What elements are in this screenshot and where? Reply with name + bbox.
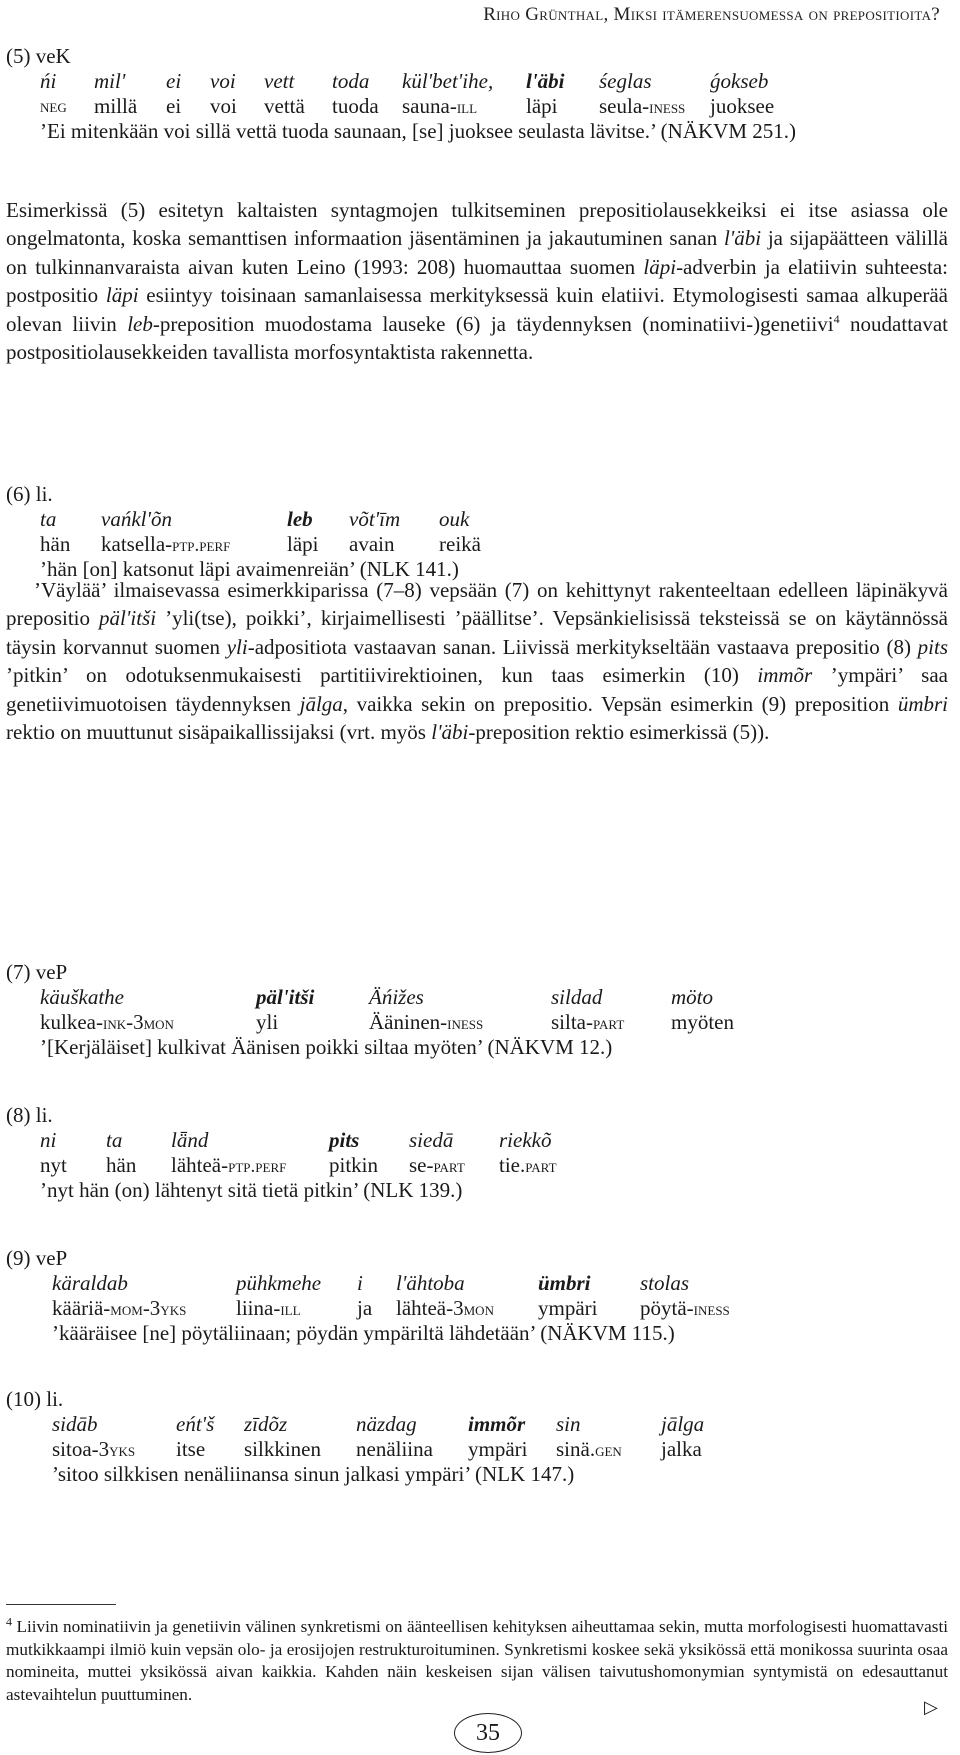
word: stolas [640, 1271, 690, 1295]
word: toda [332, 69, 370, 93]
word: mil' [94, 69, 126, 93]
gloss: se-part [409, 1153, 465, 1177]
gloss: ympäri [468, 1437, 528, 1461]
page-number: 35 [454, 1713, 522, 1753]
word: käraldab [52, 1271, 128, 1295]
word: kül'bet'ihe, [402, 69, 494, 93]
italic-term: jālga [299, 691, 343, 716]
italic-term: immõr [757, 663, 813, 688]
gloss: seula-iness [599, 94, 686, 118]
gloss-line [6, 1437, 936, 1462]
gloss: pitkin [329, 1153, 379, 1177]
text: -preposition rektio esimerkissä (5)). [468, 720, 770, 745]
text: noudattavat postpositiolausekkeiden tavallista morfosyntaktista rakennetta. [6, 311, 949, 365]
word: ei [166, 69, 182, 93]
gloss: myöten [671, 1010, 734, 1034]
italic-term: pits [917, 634, 948, 659]
word: i [357, 1271, 363, 1295]
gloss: yli [256, 1010, 279, 1034]
word: ńi [40, 69, 57, 93]
gloss: hän [40, 532, 71, 556]
word: ouk [439, 507, 470, 531]
gloss: katsella-ptp.perf [101, 532, 231, 556]
translation: ’kääräisee [ne] pöytäliinaan; pöydän ympäriltä lähdetään’ (NÄKVM 115.) [52, 1321, 675, 1345]
gloss: nenäliina [356, 1437, 433, 1461]
paragraph-1 [6, 196, 948, 366]
gloss: avain [349, 532, 395, 556]
word: zīdõz [244, 1412, 288, 1436]
original-line [6, 507, 936, 532]
word-highlight: leb [287, 507, 313, 531]
italic-term: l'äbi [723, 226, 762, 251]
text: -preposition muodostama lauseke (6) ja täydennyksen (nominatiivi-)genetiivi [152, 311, 834, 336]
gloss: silta-part [551, 1010, 625, 1034]
example-label: (10) li. [6, 1387, 64, 1411]
gloss: tie.part [499, 1153, 557, 1177]
word-highlight: pits [329, 1128, 360, 1152]
word-highlight: l'äbi [526, 69, 565, 93]
gloss: sinä.gen [556, 1437, 622, 1461]
gloss: ympäri [538, 1296, 598, 1320]
text: ja sijapäätteen välillä on tulkinnanvaraista aivan kuten Leino (1993: 208) huomauttaa suomen [6, 226, 949, 279]
word: käuškathe [40, 985, 124, 1009]
word: ni [40, 1128, 57, 1152]
example-8 [6, 1103, 936, 1203]
text: ’Väylää’ ilmaisevassa esimerkkiparissa (7–8) vepsään (7) on kehittynyt rakenteeltaan edelleen läpinäkyvä prepositio [6, 578, 948, 631]
gloss: hän [106, 1153, 137, 1177]
word: vańkl'õn [101, 507, 172, 531]
word: ta [106, 1128, 123, 1152]
italic-term: ümbri [897, 691, 948, 716]
gloss: lähteä-ptp.perf [171, 1153, 287, 1177]
example-6 [6, 482, 936, 582]
gloss-line [6, 1153, 936, 1178]
italic-term: leb [127, 311, 153, 336]
text: ’yli(tse), poikki’, kirjaimellisesti ’päällitse’. Vepsänkielisissä teksteissä se on käytännössä täysin korvannut suomen [6, 606, 949, 659]
gloss: neg [40, 96, 67, 117]
example-label: (8) li. [6, 1103, 53, 1127]
translation: ’hän [on] katsonut läpi avaimenreiän’ (NLK 141.) [40, 557, 459, 581]
word: śeglas [599, 69, 652, 93]
gloss: ei [166, 94, 182, 118]
word: sidāb [52, 1412, 98, 1436]
word: ta [40, 507, 57, 531]
word: voi [210, 69, 236, 93]
example-label: (7) veP [6, 960, 68, 984]
word: sin [556, 1412, 581, 1436]
example-9 [6, 1246, 936, 1346]
text: -adpositiota vastaavan sanan. Liivissä merkitykseltään vastaava prepositio (8) [247, 634, 918, 659]
word: riekkõ [499, 1128, 552, 1152]
word: võt'īm [349, 507, 401, 531]
original-line [6, 1271, 936, 1296]
word-highlight: päl'itši [256, 985, 315, 1009]
gloss: tuoda [332, 94, 379, 118]
gloss: pöytä-iness [640, 1296, 730, 1320]
word: jālga [661, 1412, 705, 1436]
gloss: voi [210, 94, 237, 118]
original-line [6, 985, 936, 1010]
word: näzdag [356, 1412, 417, 1436]
word: lǟnd [171, 1128, 209, 1152]
gloss: läpi [526, 94, 558, 118]
gloss: sitoa-3yks [52, 1437, 136, 1461]
text: Esimerkissä (5) esitetyn kaltaisten syntagmojen tulkitseminen prepositiolausekkeiksi ei itse asiassa ole ongelmatonta, koska semanttisen informaation jäsentäminen ja jakautuminen sanan [6, 198, 948, 251]
example-label: (5) veK [6, 44, 71, 68]
footnote-number: 4 [6, 1614, 12, 1629]
word: ǵokseb [710, 69, 769, 93]
gloss: kääriä-mom-3yks [52, 1296, 187, 1320]
gloss: itse [176, 1437, 206, 1461]
gloss: ja [357, 1296, 373, 1320]
word: eńt'š [176, 1412, 215, 1436]
text: esiintyy toisinaan samanlaisessa merkityksessä kuin elatiivi. Etymologisesti samaa alkuperää olevan liivin [6, 283, 948, 336]
text: ’pitkin’ on odotuksenmukaisesti partitiivirektioinen, kun taas esimerkin (10) [6, 663, 758, 688]
footnote-text: Liivin nominatiivin ja genetiivin välinen synkretismi on äänteellisen kehityksen aiheuttamaa sekin, mutta morfologisesti huomattavasti mutkikkaampi ilmiö kuin vepsän olo- ja erosijojen restrukturoituminen. Synkretismi koskee sekä yksikössä että monikossa suurinta osaa nomineita, muttei yksikössä aivan kaikkia. Kahden näin keskeisen sijan välisen taivutushomonymian syntymistä on edesauttanut astevaihtelun puuttuminen. [6, 1617, 948, 1704]
example-7 [6, 960, 936, 1060]
gloss: jalka [661, 1437, 702, 1461]
example-10 [6, 1387, 936, 1487]
translation: ’sitoo silkkisen nenäliinansa sinun jalkasi ympäri’ (NLK 147.) [52, 1462, 575, 1486]
original-line [6, 1412, 936, 1437]
paragraph-2 [6, 576, 948, 746]
gloss-line [6, 532, 936, 557]
word: l'ähtoba [396, 1271, 465, 1295]
footnote [6, 1616, 948, 1706]
gloss-line [6, 94, 936, 119]
gloss: millä [94, 94, 138, 118]
gloss: reikä [439, 532, 481, 556]
example-label: (9) veP [6, 1246, 68, 1270]
word: sildad [551, 985, 603, 1009]
gloss: silkkinen [244, 1437, 321, 1461]
gloss: Ääninen-iness [369, 1010, 484, 1034]
italic-term: läpi [105, 283, 139, 308]
gloss: läpi [287, 532, 319, 556]
gloss-line [6, 1296, 936, 1321]
text: ’ympäri’ saa genetiivimuotoisen täydennyksen [6, 663, 948, 716]
gloss-line [6, 1010, 936, 1035]
italic-term: yli [226, 634, 248, 659]
word: siedā [409, 1128, 454, 1152]
gloss: kulkea-ink-3mon [40, 1010, 174, 1034]
italic-term: päl'itši [99, 606, 157, 631]
text: rektio on muuttunut sisäpaikallissijaksi (vrt. myös [6, 720, 432, 745]
gloss: juoksee [710, 94, 775, 118]
word: möto [671, 985, 713, 1009]
word: Äńižes [369, 985, 424, 1009]
word: vett [264, 69, 295, 93]
original-line [6, 1128, 936, 1153]
italic-term: läpi [643, 254, 677, 279]
word-highlight: ümbri [538, 1271, 591, 1295]
original-line [6, 69, 936, 94]
gloss: vettä [264, 94, 305, 118]
gloss: liina-ill [236, 1296, 301, 1320]
text: -adverbin ja elatiivin suhteesta: postpositio [6, 254, 948, 308]
translation: ’Ei mitenkään voi sillä vettä tuoda saunaan, [se] juoksee seulasta lävitse.’ (NÄKVM 251.) [40, 119, 796, 143]
running-header: Riho Grünthal, Miksi itämerensuomessa on prepositioita? [483, 4, 940, 25]
gloss: sauna-ill [402, 94, 478, 118]
continuation-arrow-icon: ▷ [924, 1697, 938, 1717]
translation: ’[Kerjäläiset] kulkivat Äänisen poikki siltaa myöten’ (NÄKVM 12.) [40, 1035, 613, 1059]
example-label: (6) li. [6, 482, 53, 506]
footnote-ref[interactable]: 4 [833, 311, 840, 326]
gloss: nyt [40, 1153, 67, 1177]
footnote-divider [6, 1604, 116, 1605]
translation: ’nyt hän (on) lähtenyt sitä tietä pitkin’ (NLK 139.) [40, 1178, 463, 1202]
word: pühkmehe [236, 1271, 322, 1295]
text: , vaikka sekin on prepositio. Vepsän esimerkin (9) preposition [342, 691, 898, 716]
word-highlight: immõr [468, 1412, 526, 1436]
example-5 [6, 44, 936, 144]
gloss: lähteä-3mon [396, 1296, 494, 1320]
italic-term: l'äbi [431, 720, 469, 745]
